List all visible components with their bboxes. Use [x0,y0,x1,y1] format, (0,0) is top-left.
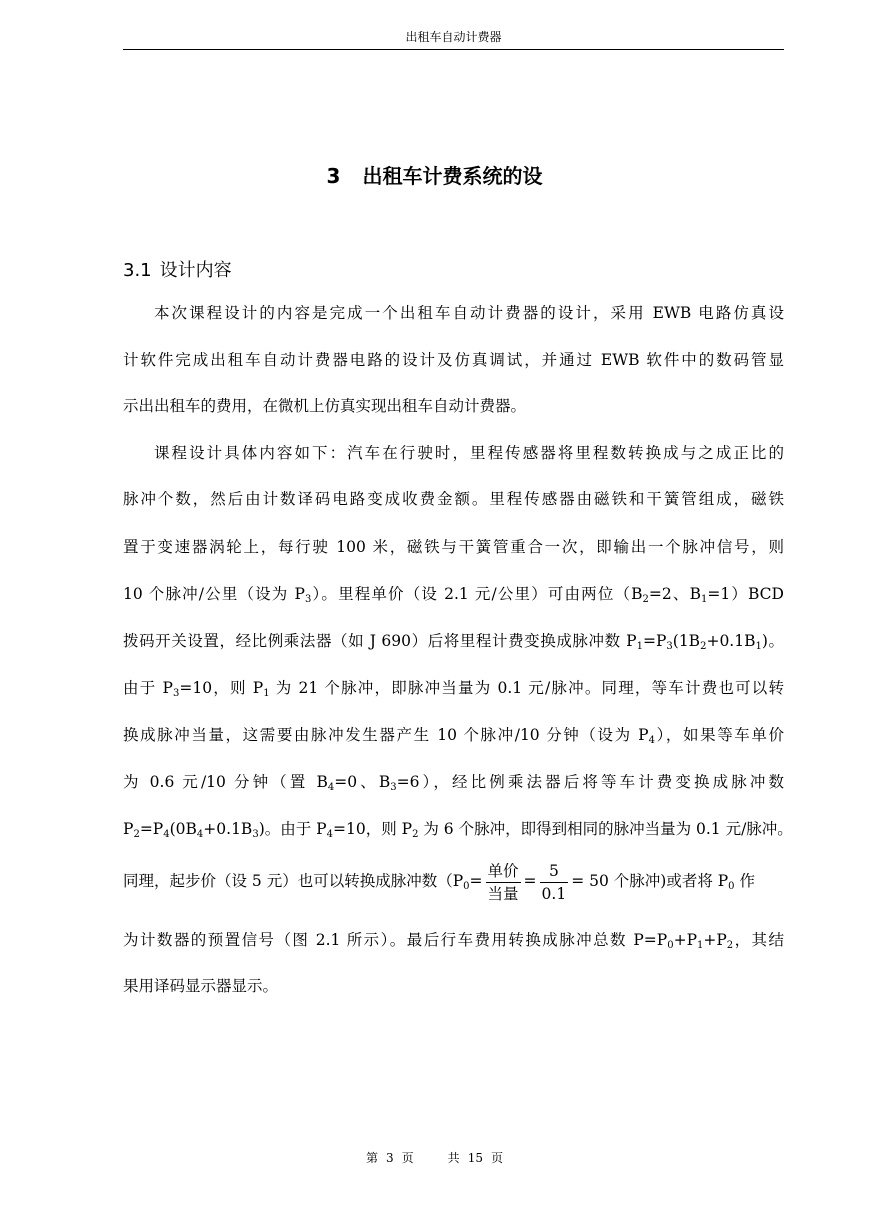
fraction-numerator: 单价 [486,860,521,883]
text-run: (1B [672,632,701,650]
text-run: 为计数器的预置信号（图 2.1 所示）。最后行车费用转换成脉冲总数 P=P [123,931,668,949]
text-run: +0.1B [706,632,756,650]
subscript: 1 [636,641,643,652]
subscript: 2 [700,641,707,652]
text-run: =1）BCD [707,585,784,603]
text-run: = 50 个脉冲)或者将 P [571,872,729,890]
subscript: 2 [642,594,649,605]
text-run: ）。里程单价（设 2.1 元/公里）可由两位（B [311,585,643,603]
fraction-unit-price-over-equivalent [486,860,521,905]
subscript: 0 [667,940,674,951]
subscript: 0 [728,881,735,892]
text-run: P [123,820,134,838]
text-run: 为 0.6 元/10 分钟（置 B [123,773,328,791]
paragraph-2-line-10 [123,858,784,904]
text-run: ），如果等车单价 [654,726,784,744]
subscript: 3 [390,782,397,793]
subscript: 4 [326,829,333,840]
fraction-numerator: 5 [540,860,569,883]
text-run: = [469,872,483,890]
subscript: 3 [304,594,312,605]
paragraph-2-line-11 [123,930,784,950]
subscript: 4 [648,735,655,746]
text-run: 拨码开关设置，经比例乘法器（如 J 690）后将里程计费变换成脉冲数 P [123,632,637,650]
subscript: 3 [172,688,180,699]
text-run: +0.1B [203,820,253,838]
page-unit: 页 [401,1151,414,1165]
text-run: 10 个脉冲/公里（设为 P [123,585,305,603]
text-run: +P [673,931,697,949]
subscript: 3 [666,641,673,652]
paragraph-2-line-6 [123,678,784,698]
chapter-title-text: 出租车计费系统的设 [362,164,543,188]
chapter-number: 3 [326,164,341,188]
subscript: 4 [196,829,204,840]
subscript: 1 [755,641,762,652]
text-run: =10，则 P [179,679,264,697]
text-run: 同理，起步价（设 5 元）也可以转换成脉冲数（P [123,872,464,890]
text-run: 为 6 个脉冲，即得到相同的脉冲当量为 0.1 元/脉冲。 [418,820,793,838]
subscript: 2 [412,829,419,840]
text-run: 作 [734,872,755,890]
subscript: 1 [700,594,708,605]
section-title-text: 设计内容 [159,260,232,281]
total-label: 共 [447,1151,460,1165]
section-title [123,256,232,282]
subscript: 2 [133,829,140,840]
paragraph-2-line-2: 脉冲个数，然后由计数译码电路变成收费金额。里程传感器由磁铁和干簧管组成，磁铁 [123,490,784,508]
subscript: 4 [327,782,335,793]
page-footer [0,1149,869,1166]
text-run: =2、B [648,585,701,603]
text-run: )。 [761,632,784,650]
page-number: 3 [386,1151,394,1165]
subscript: 2 [726,940,734,951]
text-run: 由于 P [123,679,173,697]
paragraph-2-line-4 [123,584,784,604]
text-run: =10，则 P [332,820,413,838]
chapter-title [0,160,869,189]
fraction-five-over-point-one [540,860,569,905]
subscript: 0 [463,881,470,892]
paragraph-2-line-8 [123,772,784,792]
text-run: 换成脉冲当量，这需要由脉冲发生器产生 10 个脉冲/10 分钟（设为 P [123,726,649,744]
text-run: )。由于 P [258,820,327,838]
subscript: 1 [263,688,270,699]
equals-sign: = [523,872,537,890]
text-run: (0B [169,820,197,838]
paragraph-1-line-3: 示出出租车的费用，在微机上仿真实现出租车自动计费器。 [123,397,527,415]
paragraph-1-line-1: 本次课程设计的内容是完成一个出租车自动计费器的设计，采用 EWB 电路仿真设 [154,304,784,322]
text-run: =P [139,820,164,838]
text-run: +P [703,931,727,949]
text-run: ，其结 [733,931,784,949]
paragraph-1-line-2: 计软件完成出租车自动计费器电路的设计及仿真调试，并通过 EWB 软件中的数码管显 [123,351,784,369]
subscript: 3 [252,829,259,840]
text-run: =6），经比例乘法器后将等车计费变换成脉冲数 [396,773,784,791]
fraction-denominator: 当量 [487,884,519,903]
subscript: 4 [163,829,170,840]
page-label: 第 [366,1151,379,1165]
running-header: 出租车自动计费器 [405,30,502,44]
paragraph-2-line-9 [123,819,793,840]
fraction-denominator: 0.1 [541,884,567,903]
paragraph-2-line-3: 置于变速器涡轮上，每行驶 100 米，磁铁与干簧管重合一次，即输出一个脉冲信号，则 [123,538,784,556]
text-run: =P [642,632,667,650]
text-run: 为 21 个脉冲，即脉冲当量为 0.1 元/脉冲。同理，等车计费也可以转 [269,679,785,697]
text-run: =0、B [334,773,391,791]
paragraph-2-line-12: 果用译码显示器显示。 [123,977,279,995]
total-unit: 页 [490,1151,503,1165]
paragraph-2-line-7 [123,725,784,745]
section-number: 3.1 [123,260,152,281]
paragraph-2-line-5 [123,631,784,651]
subscript: 1 [697,940,704,951]
total-pages: 15 [467,1151,483,1165]
paragraph-2-line-1: 课程设计具体内容如下：汽车在行驶时，里程传感器将里程数转换成与之成正比的 [154,444,784,462]
header-rule [123,49,784,50]
